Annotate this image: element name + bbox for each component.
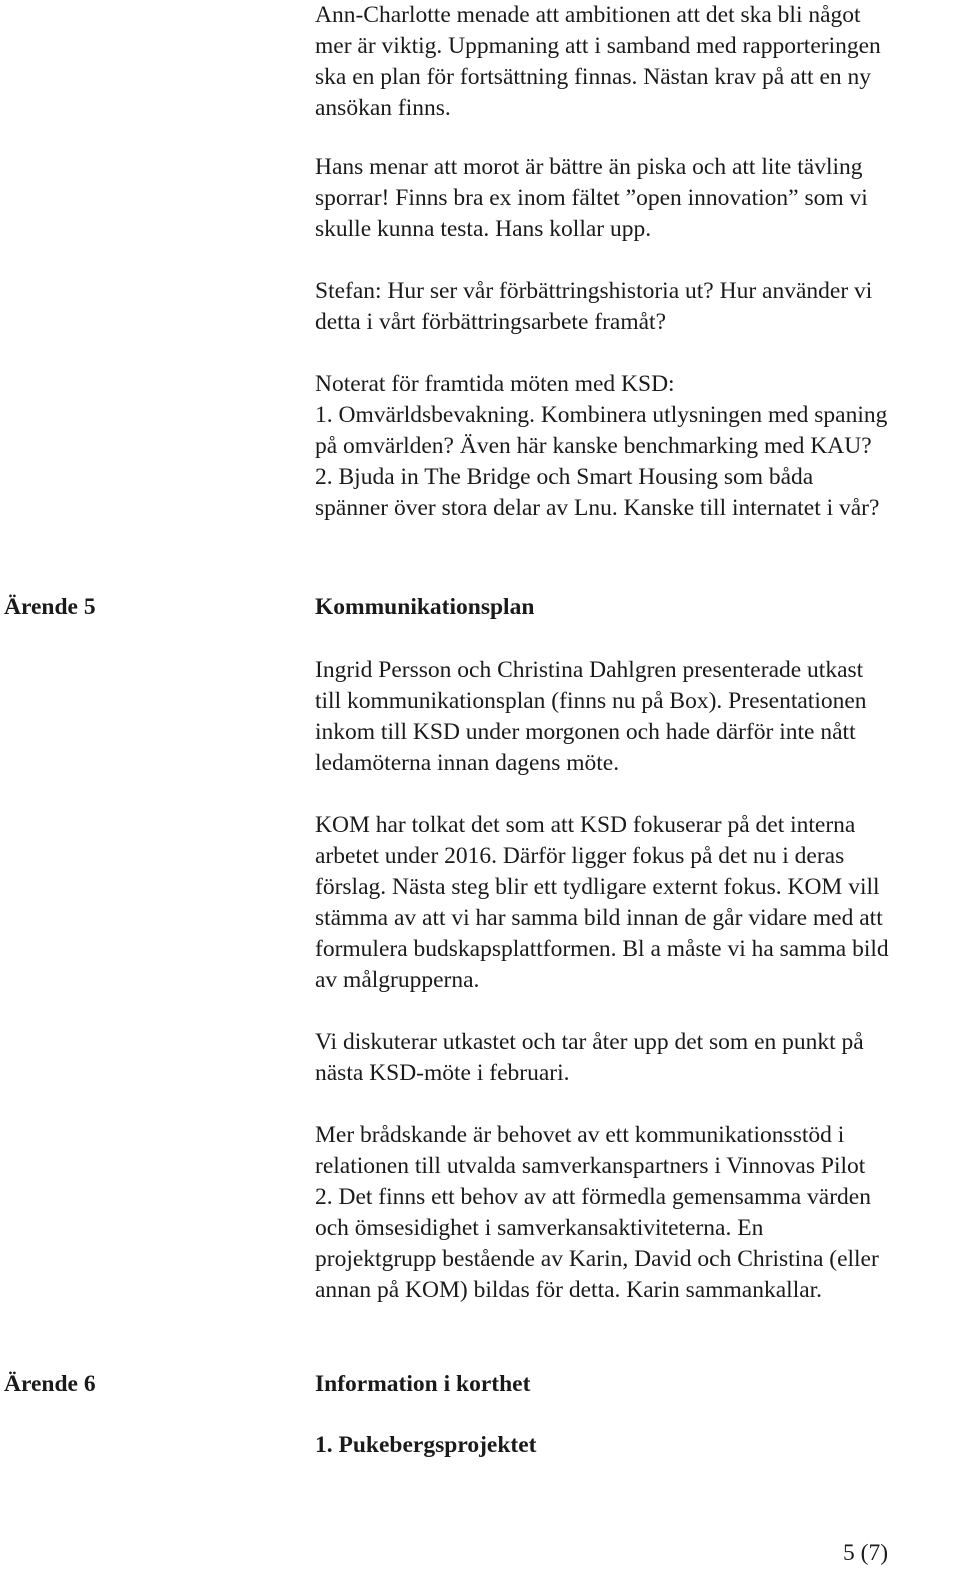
text-line: skulle kunna testa. Hans kollar upp. — [315, 216, 652, 242]
text-line: Ingrid Persson och Christina Dahlgren presenterade utkast — [315, 657, 864, 683]
arende-6-title: Information i korthet — [315, 1371, 531, 1397]
text-line: ska en plan för fortsättning finnas. Nästan krav på att en ny — [315, 64, 872, 90]
arende-6-label: Ärende 6 — [4, 1371, 96, 1397]
text-line: annan på KOM) bildas för detta. Karin sammankallar. — [315, 1277, 823, 1303]
text-line: 2. Det finns ett behov av att förmedla gemensamma värden — [315, 1184, 871, 1210]
arende-6-subtitle: 1. Pukebergsprojektet — [315, 1432, 537, 1458]
text-line: och ömsesidighet i samverkansaktiviteterna. En — [315, 1215, 764, 1241]
text-line: stämma av att vi har samma bild innan de går vidare med att — [315, 905, 883, 931]
text-line: på omvärlden? Även här kanske benchmarking med KAU? — [315, 433, 872, 459]
text-line: Ann-Charlotte menade att ambitionen att det ska bli något — [315, 2, 861, 28]
text-line: projektgrupp bestående av Karin, David och Christina (eller — [315, 1246, 879, 1272]
arende-5-title: Kommunikationsplan — [315, 594, 535, 620]
text-line: inkom till KSD under morgonen och hade därför inte nått — [315, 719, 856, 745]
text-line: detta i vårt förbättringsarbete framåt? — [315, 309, 667, 335]
paragraph-noterat — [315, 369, 957, 524]
paragraph-bradskande — [315, 1120, 957, 1306]
text-line: av målgrupperna. — [315, 967, 480, 993]
text-line: Hans menar att morot är bättre än piska och att lite tävling — [315, 154, 863, 180]
paragraph-presentation — [315, 655, 957, 779]
text-line: ansökan finns. — [315, 95, 451, 121]
text-line: formulera budskapsplattformen. Bl a måste vi ha samma bild — [315, 936, 889, 962]
paragraph-diskuterar — [315, 1027, 957, 1089]
text-line: förslag. Nästa steg blir ett tydligare externt fokus. KOM vill — [315, 874, 880, 900]
text-line: Noterat för framtida möten med KSD: — [315, 371, 675, 397]
paragraph-stefan — [315, 276, 957, 338]
text-line: mer är viktig. Uppmaning att i samband med rapporteringen — [315, 33, 881, 59]
text-line: KOM har tolkat det som att KSD fokuserar på det interna — [315, 812, 856, 838]
text-line: Mer brådskande är behovet av ett kommunikationsstöd i — [315, 1122, 845, 1148]
text-line: spänner över stora delar av Lnu. Kanske till internatet i vår? — [315, 495, 880, 521]
paragraph-ambition — [315, 0, 957, 124]
text-line: Vi diskuterar utkastet och tar åter upp det som en punkt på — [315, 1029, 864, 1055]
arende-5-label: Ärende 5 — [4, 594, 96, 620]
text-line: Stefan: Hur ser vår förbättringshistoria ut? Hur använder vi — [315, 278, 873, 304]
page-number: 5 (7) — [843, 1540, 889, 1566]
text-line: nästa KSD-möte i februari. — [315, 1060, 570, 1086]
text-line: till kommunikationsplan (finns nu på Box). Presentationen — [315, 688, 867, 714]
text-line: ledamöterna innan dagens möte. — [315, 750, 620, 776]
text-line: arbetet under 2016. Därför ligger fokus på det nu i deras — [315, 843, 845, 869]
paragraph-morot — [315, 152, 957, 245]
paragraph-kom — [315, 810, 957, 996]
text-line: relationen till utvalda samverkanspartners i Vinnovas Pilot — [315, 1153, 866, 1179]
text-line: 1. Omvärldsbevakning. Kombinera utlysningen med spaning — [315, 402, 888, 428]
text-line: sporrar! Finns bra ex inom fältet ”open innovation” som vi — [315, 185, 868, 211]
text-line: 2. Bjuda in The Bridge och Smart Housing som båda — [315, 464, 814, 490]
